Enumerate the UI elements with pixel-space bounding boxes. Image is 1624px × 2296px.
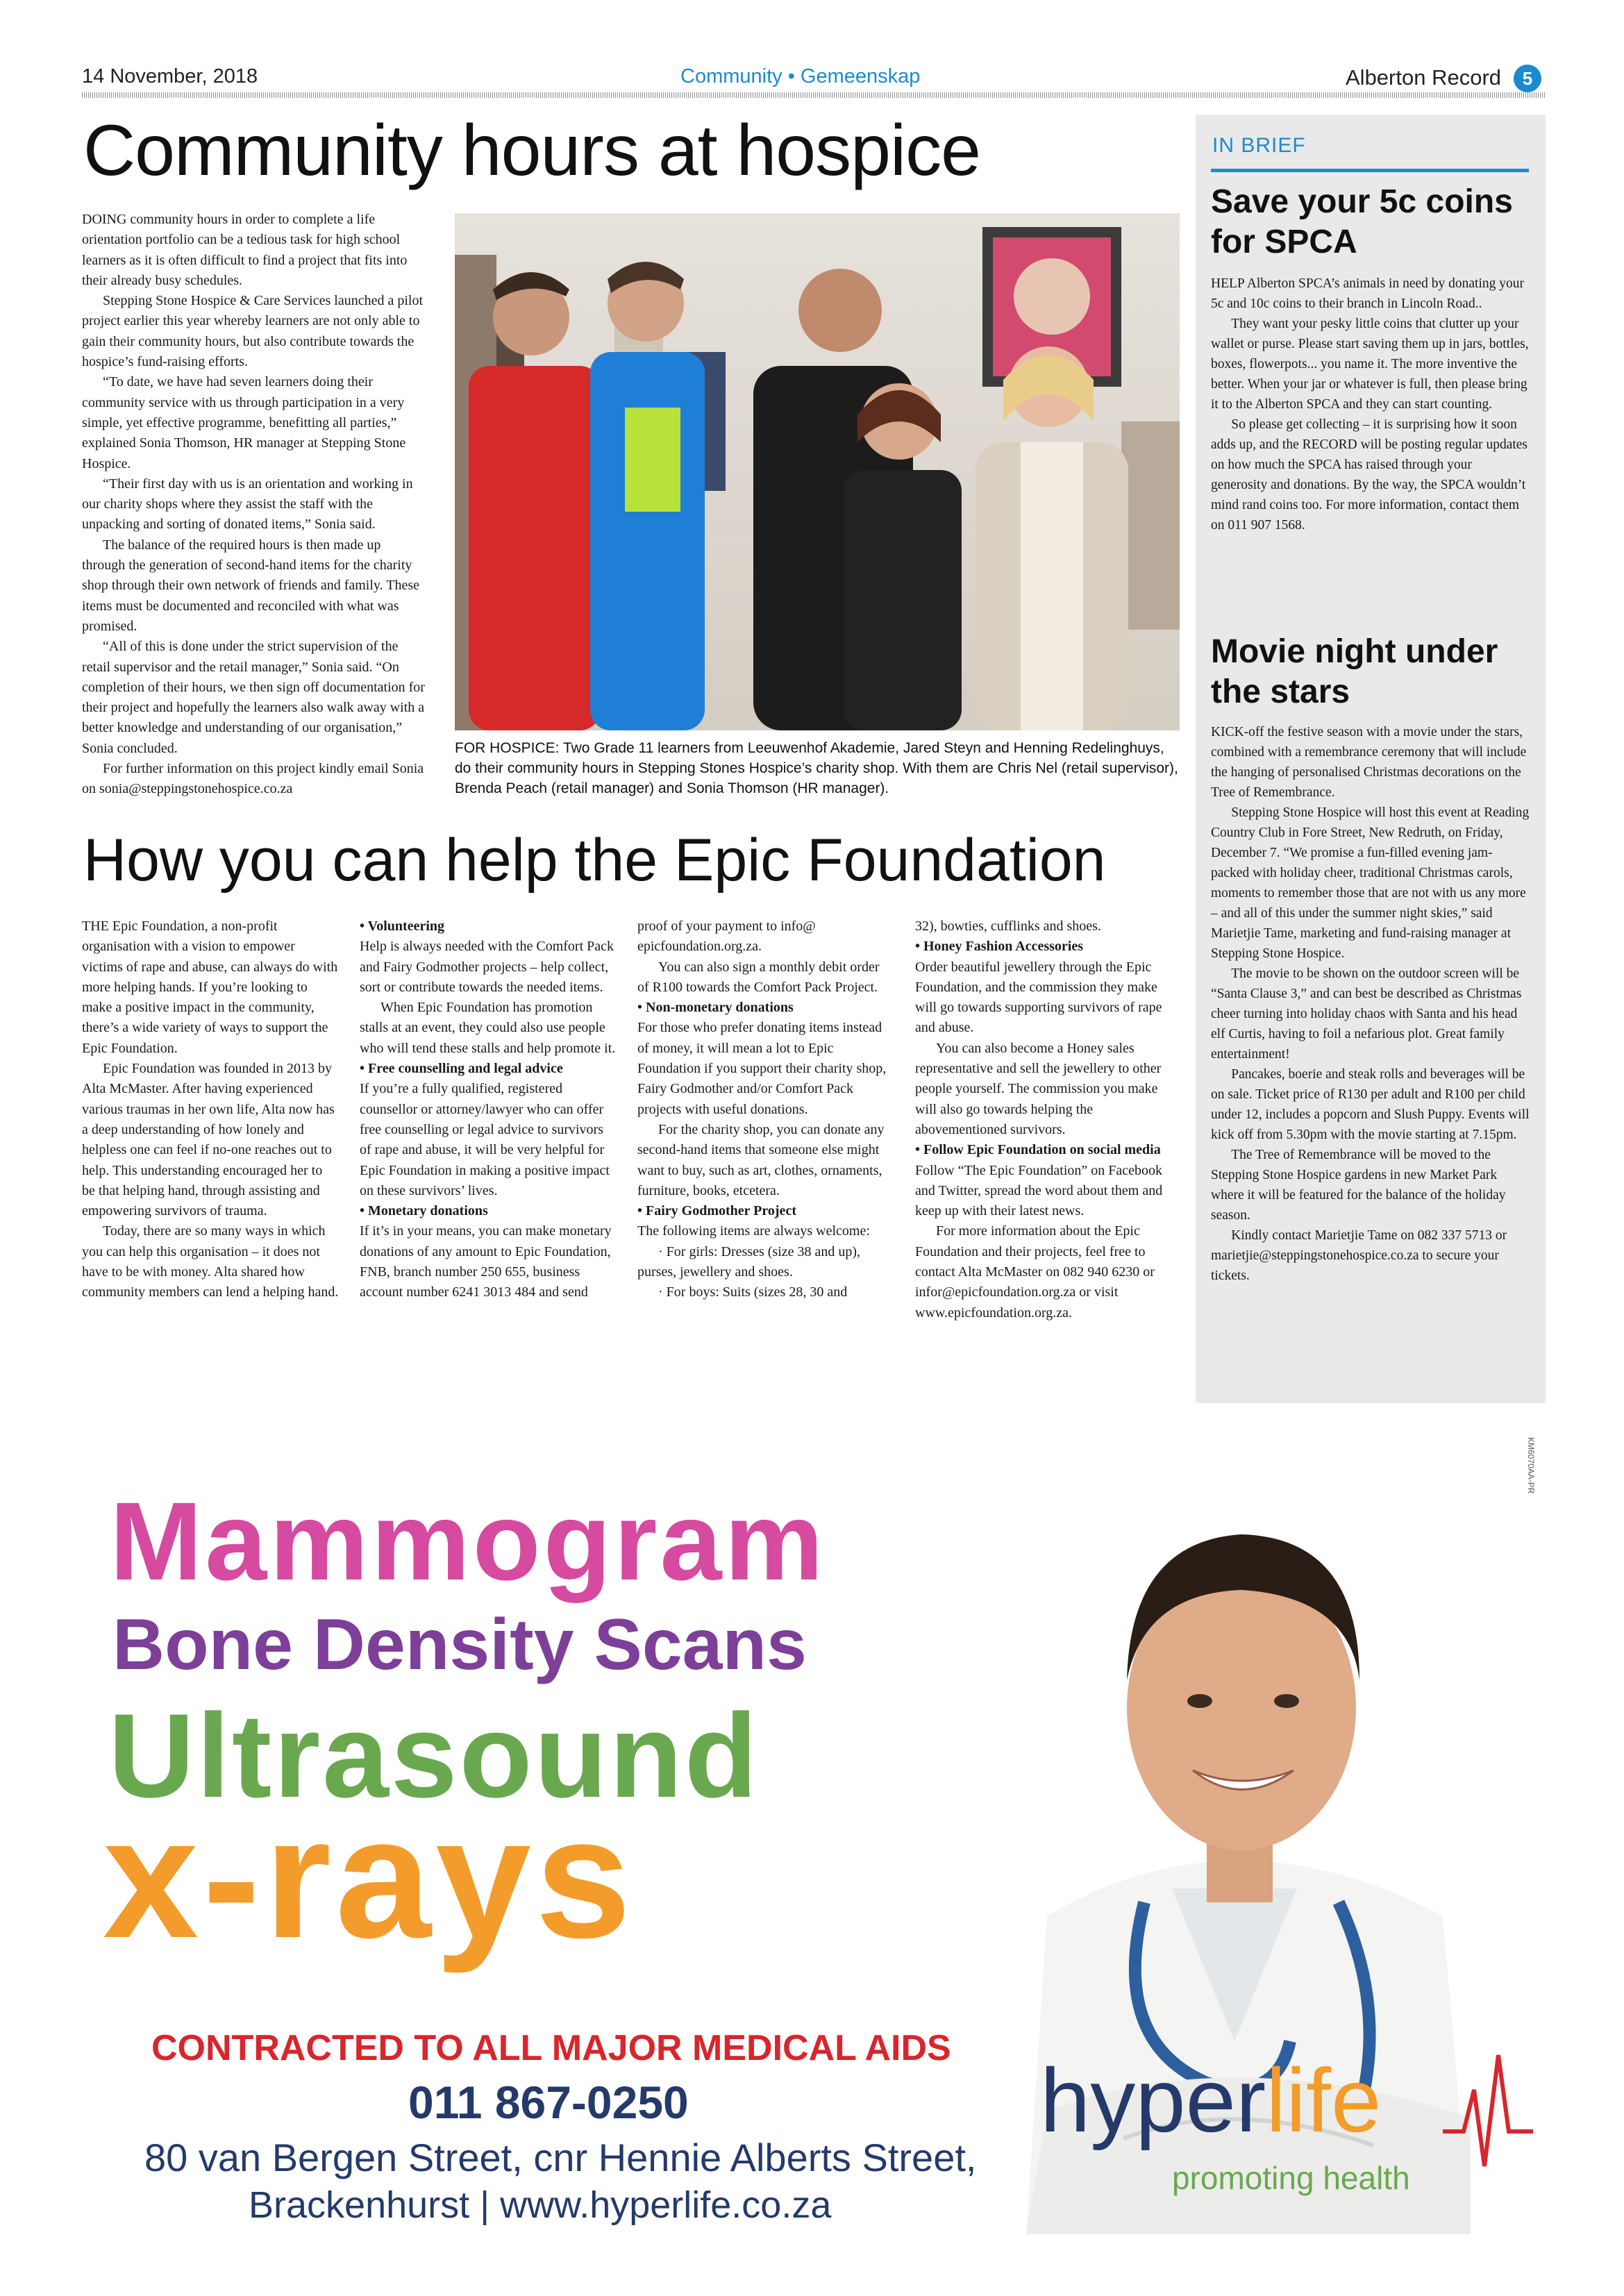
brief2-paragraph: Pancakes, boerie and steak rolls and beverages will be on sale. Ticket price of R130 per adult and R100 per child under 12, includes a popcorn and Slush Puppy. Events will kick off from 5.30pm with the movie starting at 7.15pm. [1211, 1067, 1530, 1142]
logo-hyper: hyper [1040, 2050, 1266, 2151]
subhead-social-media: • Follow Epic Foundation on social media [915, 1142, 1161, 1158]
article2-list-item: · For girls: Dresses (size 38 and up), purses, jewellery and shoes. [637, 1243, 861, 1280]
article2-list-item: · For boys: Suits (sizes 28, 30 and [658, 1284, 848, 1300]
ad-mammogram: Mammogram [110, 1479, 826, 1603]
brief2-paragraph: The Tree of Remembrance will be moved to the Stepping Stone Hospice gardens in new Market Park where it will be featured for the balance of the holiday season. [1211, 1148, 1506, 1223]
article2-column-2 [360, 916, 617, 1303]
article1-paragraph: For further information on this project kindly email Sonia on sonia@steppingstonehospice.co.za [82, 761, 424, 797]
logo-life: life [1266, 2050, 1382, 2151]
brief2-paragraph: Kindly contact Marietjie Tame on 082 337 5713 or marietjie@steppingstonehospice.co.za to secure your tickets. [1211, 1228, 1507, 1283]
ad-contracted: CONTRACTED TO ALL MAJOR MEDICAL AIDS [151, 2028, 951, 2068]
subhead-volunteering: • Volunteering [360, 919, 445, 934]
brief1-paragraph: They want your pesky little coins that clutter up your wallet or purse. Please start saving them up in jars, bottles, boxes, flowerpots... you name it. The more inventive the better. When your jar or whatever is full, then please bring it to the Alberton SPCA and they can start counting. [1211, 317, 1529, 412]
article2-paragraph: THE Epic Foundation, a non-profit organisation with a vision to empower victims of rape and abuse, can always do with more helping hands. If you’re looking to make a positive impact in the community, there’s a wide variety of ways to support the Epic Foundation. [82, 919, 338, 1056]
ad-address: 80 van Bergen Street, cnr Hennie Alberts Street, [144, 2136, 977, 2179]
article2-column-3 [637, 916, 894, 1303]
brief2-paragraph: Stepping Stone Hospice will host this event at Reading Country Club in Fore Street, New Redruth, on Friday, December 7. “We promise a fun-filled evening jam-packed with holiday cheer, traditional Christmas carols, moments to remember those that are not with us any more – and all of this under the summer night skies,” said Marietjie Tame, marketing and fund-raising manager at Stepping Stone Hospice. [1211, 805, 1530, 961]
subhead-monetary: • Monetary donations [360, 1203, 488, 1219]
article2-paragraph: Epic Foundation was founded in 2013 by Alta McMaster. After having experienced various traumas in her own life, Alta now has a deep understanding of how lonely and helpless one can feel if no-one reaches out to help. This understanding encouraged her to be that helping hand, through assisting and empowering survivors of trauma. [82, 1061, 335, 1219]
hyperlife-advert [82, 1416, 1546, 2234]
article2-paragraph: You can also become a Honey sales representative and sell the jewellery to other people yourself. The commission you make will also go towards helping the abovementioned survivors. [915, 1040, 1162, 1137]
subhead-counselling: • Free counselling and legal advice [360, 1061, 563, 1077]
hyperlife-logo [1040, 2050, 1382, 2151]
article2-paragraph: For the charity shop, you can donate any second-hand items that someone else might want to buy, such as art, clothes, ornaments, furniture, books, etcetera. [637, 1121, 885, 1198]
issue-date: 14 November, 2018 [82, 65, 258, 87]
brief2-paragraph: The movie to be shown on the outdoor screen will be “Santa Clause 3,” and can best be described as Christmas cheer turning into holiday chaos with Santa and his head elf Curtis, having to foil a nefarious plot. Great family entertainment! [1211, 966, 1522, 1062]
brief1-paragraph: So please get collecting – it is surprising how it soon adds up, and the RECORD will be posting regular updates on how much the SPCA has raised through your generosity and donations. By the way, the SPCA wouldn’t mind rand coins too. For more information, contact them on 011 907 1568. [1211, 417, 1528, 533]
article2-paragraph: Follow “The Epic Foundation” on Facebook and Twitter, spread the word about them and keep up with their latest news. [915, 1162, 1163, 1219]
ad-code: KM6070AA-PR [1526, 1437, 1536, 1494]
photo-caption: FOR HOSPICE: Two Grade 11 learners from Leeuwenhof Akademie, Jared Steyn and Henning Redelinghuys, do their community hours in Stepping Stones Hospice’s charity shop. With them are Chris Nel (retail supervisor), Brenda Peach (retail manager) and Sonia Thomson (HR manager). [455, 740, 1178, 796]
article2-paragraph: If you’re a fully qualified, registered counsellor or attorney/lawyer who can offer free counselling or legal advice to survivors of rape and abuse, it will be very helpful for Epic Foundation in making a positive impact on these survivors’ lives. [360, 1081, 610, 1198]
article2-paragraph: proof of your payment to info@ epicfoundation.org.za. [637, 919, 816, 955]
ad-tagline: promoting health [1172, 2160, 1410, 2196]
ad-address-line2: Brackenhurst | www.hyperlife.co.za [249, 2184, 832, 2226]
article2-paragraph: For those who prefer donating items instead of money, it will mean a lot to Epic Foundation if you support their charity shop, Fairy Godmother and/or Comfort Pack projects with useful donations. [637, 1020, 887, 1117]
ad-bone-density: Bone Density Scans [112, 1604, 807, 1685]
article2-paragraph: The following items are always welcome: [637, 1223, 870, 1239]
brief2-paragraph: KICK-off the festive season with a movie under the stars, combined with a remembrance ceremony that will include the hanging of personalised Christmas decorations on the Tree of Remembrance. [1211, 725, 1527, 800]
article1-paragraph: The balance of the required hours is then made up through the generation of second-hand items for the charity shop through their own network of friends and family. These items must be documented and reconciled with what was promised. [82, 537, 420, 634]
subhead-non-monetary: • Non-monetary donations [637, 1000, 794, 1016]
in-brief-rule [1211, 169, 1529, 172]
ad-ultrasound: Ultrasound [108, 1689, 760, 1822]
subhead-fairy-godmother: • Fairy Godmother Project [637, 1203, 796, 1219]
ad-phone: 011 867-0250 [408, 2077, 689, 2128]
in-brief-label: IN BRIEF [1212, 134, 1306, 157]
brief1-paragraph: HELP Alberton SPCA’s animals in need by donating your 5c and 10c coins to their branch in Lincoln Road.. [1211, 276, 1525, 311]
article2-paragraph: Today, there are so many ways in which you can help this organisation – it does not have to be with money. Alta shared how community members can lend a helping hand. [82, 1223, 339, 1300]
brief2-body [1211, 722, 1530, 1286]
article2-paragraph: Help is always needed with the Comfort Pack and Fairy Godmother projects – help collect, sort or contribute towards the needed items. [360, 939, 614, 995]
hospice-group-photo [455, 213, 1180, 730]
article2-column-4 [915, 916, 1179, 1323]
publication-name: Alberton Record [1346, 65, 1502, 90]
article2-paragraph: You can also sign a monthly debit order of R100 towards the Comfort Pack Project. [637, 959, 880, 995]
article2-column-1 [82, 916, 339, 1303]
section-label: Community • Gemeenskap [680, 65, 921, 87]
article2-paragraph: For more information about the Epic Foundation and their projects, feel free to contact Alta McMaster on 082 940 6230 or infor@epicfoundation.org.za or visit www.epicfoundation.org.za. [915, 1223, 1155, 1321]
page-number-badge: 5 [1514, 65, 1541, 92]
article2-paragraph: 32), bowties, cufflinks and shoes. [915, 919, 1101, 934]
article1-paragraph: Stepping Stone Hospice & Care Services launched a pilot project earlier this year whereby learners are not only able to gain their community hours, but also contribute towards the hospice’s fund-raising efforts. [82, 293, 424, 370]
article2-paragraph: If it’s in your means, you can make monetary donations of any amount to Epic Foundation, FNB, branch number 250 655, business account number 6241 3013 484 and send [360, 1223, 612, 1300]
header-rule [82, 92, 1546, 98]
article2-headline: How you can help the Epic Foundation [83, 827, 1106, 894]
article2-paragraph: Order beautiful jewellery through the Epic Foundation, and the commission they make will go towards supporting survivors of rape and abuse. [915, 959, 1162, 1036]
article1-body [82, 210, 426, 800]
ad-xrays: x-rays [103, 1781, 635, 1974]
article1-headline: Community hours at hospice [83, 110, 980, 191]
article1-paragraph: “All of this is done under the strict supervision of the retail supervisor and the retail manager,” Sonia said. “On completion of their hours, we then sign off documentation for their project and hopefully the learners also walk away with a better knowledge and understanding of our organisation,” Sonia concluded. [82, 639, 425, 756]
heartbeat-icon [1443, 2048, 1533, 2180]
brief1-body [1211, 274, 1530, 535]
article1-paragraph: “To date, we have had seven learners doing their community service with us through participation in a very simple, yet effective programme, benefitting all parties,” explained Sonia Thomson, HR manager at Stepping Stone Hospice. [82, 374, 406, 471]
article1-paragraph: “Their first day with us is an orientation and working in our charity shops where they assist the staff with the unpacking and sorting of donated items,” Sonia said. [82, 476, 413, 533]
subhead-honey-fashion: • Honey Fashion Accessories [915, 939, 1083, 955]
article1-paragraph: DOING community hours in order to complete a life orientation portfolio can be a tedious task for high school learners as it is often difficult to find a project that fits into their already busy schedules. [82, 212, 408, 288]
brief2-headline: Movie night under the stars [1211, 633, 1498, 710]
article2-paragraph: When Epic Foundation has promotion stalls at an event, they could also use people who will tend these stalls and help promote it. [360, 1000, 616, 1056]
brief1-headline: Save your 5c coins for SPCA [1211, 183, 1513, 260]
